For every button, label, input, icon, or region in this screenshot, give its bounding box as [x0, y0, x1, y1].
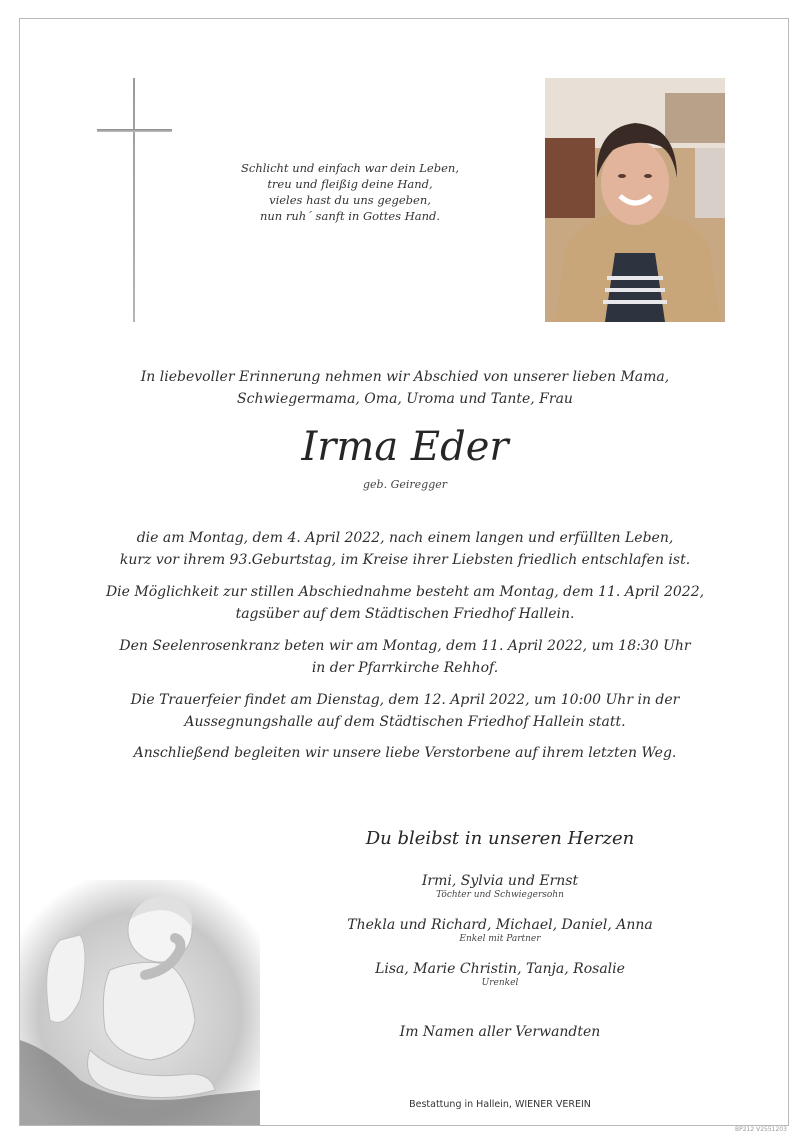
- paragraph-farewell: [50, 581, 760, 625]
- family-role: Urenkel: [481, 978, 519, 988]
- funeral-home: Bestattung in Hallein, WIENER VEREIN: [409, 1099, 591, 1110]
- family-names: Irmi, Sylvia und Ernst: [421, 873, 579, 889]
- poem-line: vieles hast du uns gegeben,: [269, 193, 431, 207]
- angel-statue-image: [20, 880, 260, 1125]
- paragraph-line: kurz vor ihrem 93.Geburtstag, im Kreise ihrer Liebsten friedlich entschlafen ist.: [119, 552, 691, 568]
- family-names: Lisa, Marie Christin, Tanja, Rosalie: [375, 961, 625, 977]
- paragraph-line: in der Pfarrkirche Rehhof.: [311, 660, 499, 676]
- paragraph-line: Die Möglichkeit zur stillen Abschiednahme besteht am Montag, dem 11. April 2022,: [105, 584, 705, 600]
- family-role: Enkel mit Partner: [459, 934, 541, 944]
- poem-line: nun ruh´ sanft in Gottes Hand.: [259, 209, 441, 223]
- paragraph-ceremony: [50, 689, 760, 733]
- poem: [215, 160, 485, 224]
- deceased-name: Irma Eder: [301, 424, 509, 470]
- motto: Du bleibst in unseren Herzen: [365, 828, 635, 849]
- paragraph-line: tagsüber auf dem Städtischen Friedhof Hallein.: [235, 606, 575, 622]
- paragraph-passing: [50, 527, 760, 571]
- paragraph-line: Die Trauerfeier findet am Dienstag, dem 12. April 2022, um 10:00 Uhr in der: [130, 692, 680, 708]
- poem-line: Schlicht und einfach war dein Leben,: [241, 161, 459, 175]
- poem-line: treu und fleißig deine Hand,: [267, 177, 433, 191]
- portrait-photo: [545, 78, 725, 322]
- family-group: [300, 960, 700, 989]
- document-code: BP212 V2551203: [735, 1126, 787, 1133]
- paragraph-line: Anschließend begleiten wir unsere liebe Verstorbene auf ihrem letzten Weg.: [133, 745, 677, 761]
- birth-name: geb. Geiregger: [362, 478, 448, 491]
- paragraph-burial: [50, 742, 760, 764]
- intro-text: [60, 366, 750, 410]
- family-names: Thekla und Richard, Michael, Daniel, Anna: [347, 917, 653, 933]
- intro-line: In liebevoller Erinnerung nehmen wir Abschied von unserer lieben Mama,: [140, 369, 670, 385]
- family-role: Töchter und Schwiegersohn: [436, 890, 564, 900]
- paragraph-line: Den Seelenrosenkranz beten wir am Montag, dem 11. April 2022, um 18:30 Uhr: [119, 638, 691, 654]
- intro-line: Schwiegermama, Oma, Uroma und Tante, Frau: [237, 391, 573, 407]
- closing-line: Im Namen aller Verwandten: [399, 1024, 601, 1040]
- family-group: [300, 872, 700, 901]
- paragraph-rosary: [50, 635, 760, 679]
- paragraph-line: Aussegnungshalle auf dem Städtischen Friedhof Hallein statt.: [184, 714, 626, 730]
- family-group: [300, 916, 700, 945]
- paragraph-line: die am Montag, dem 4. April 2022, nach einem langen und erfüllten Leben,: [136, 530, 674, 546]
